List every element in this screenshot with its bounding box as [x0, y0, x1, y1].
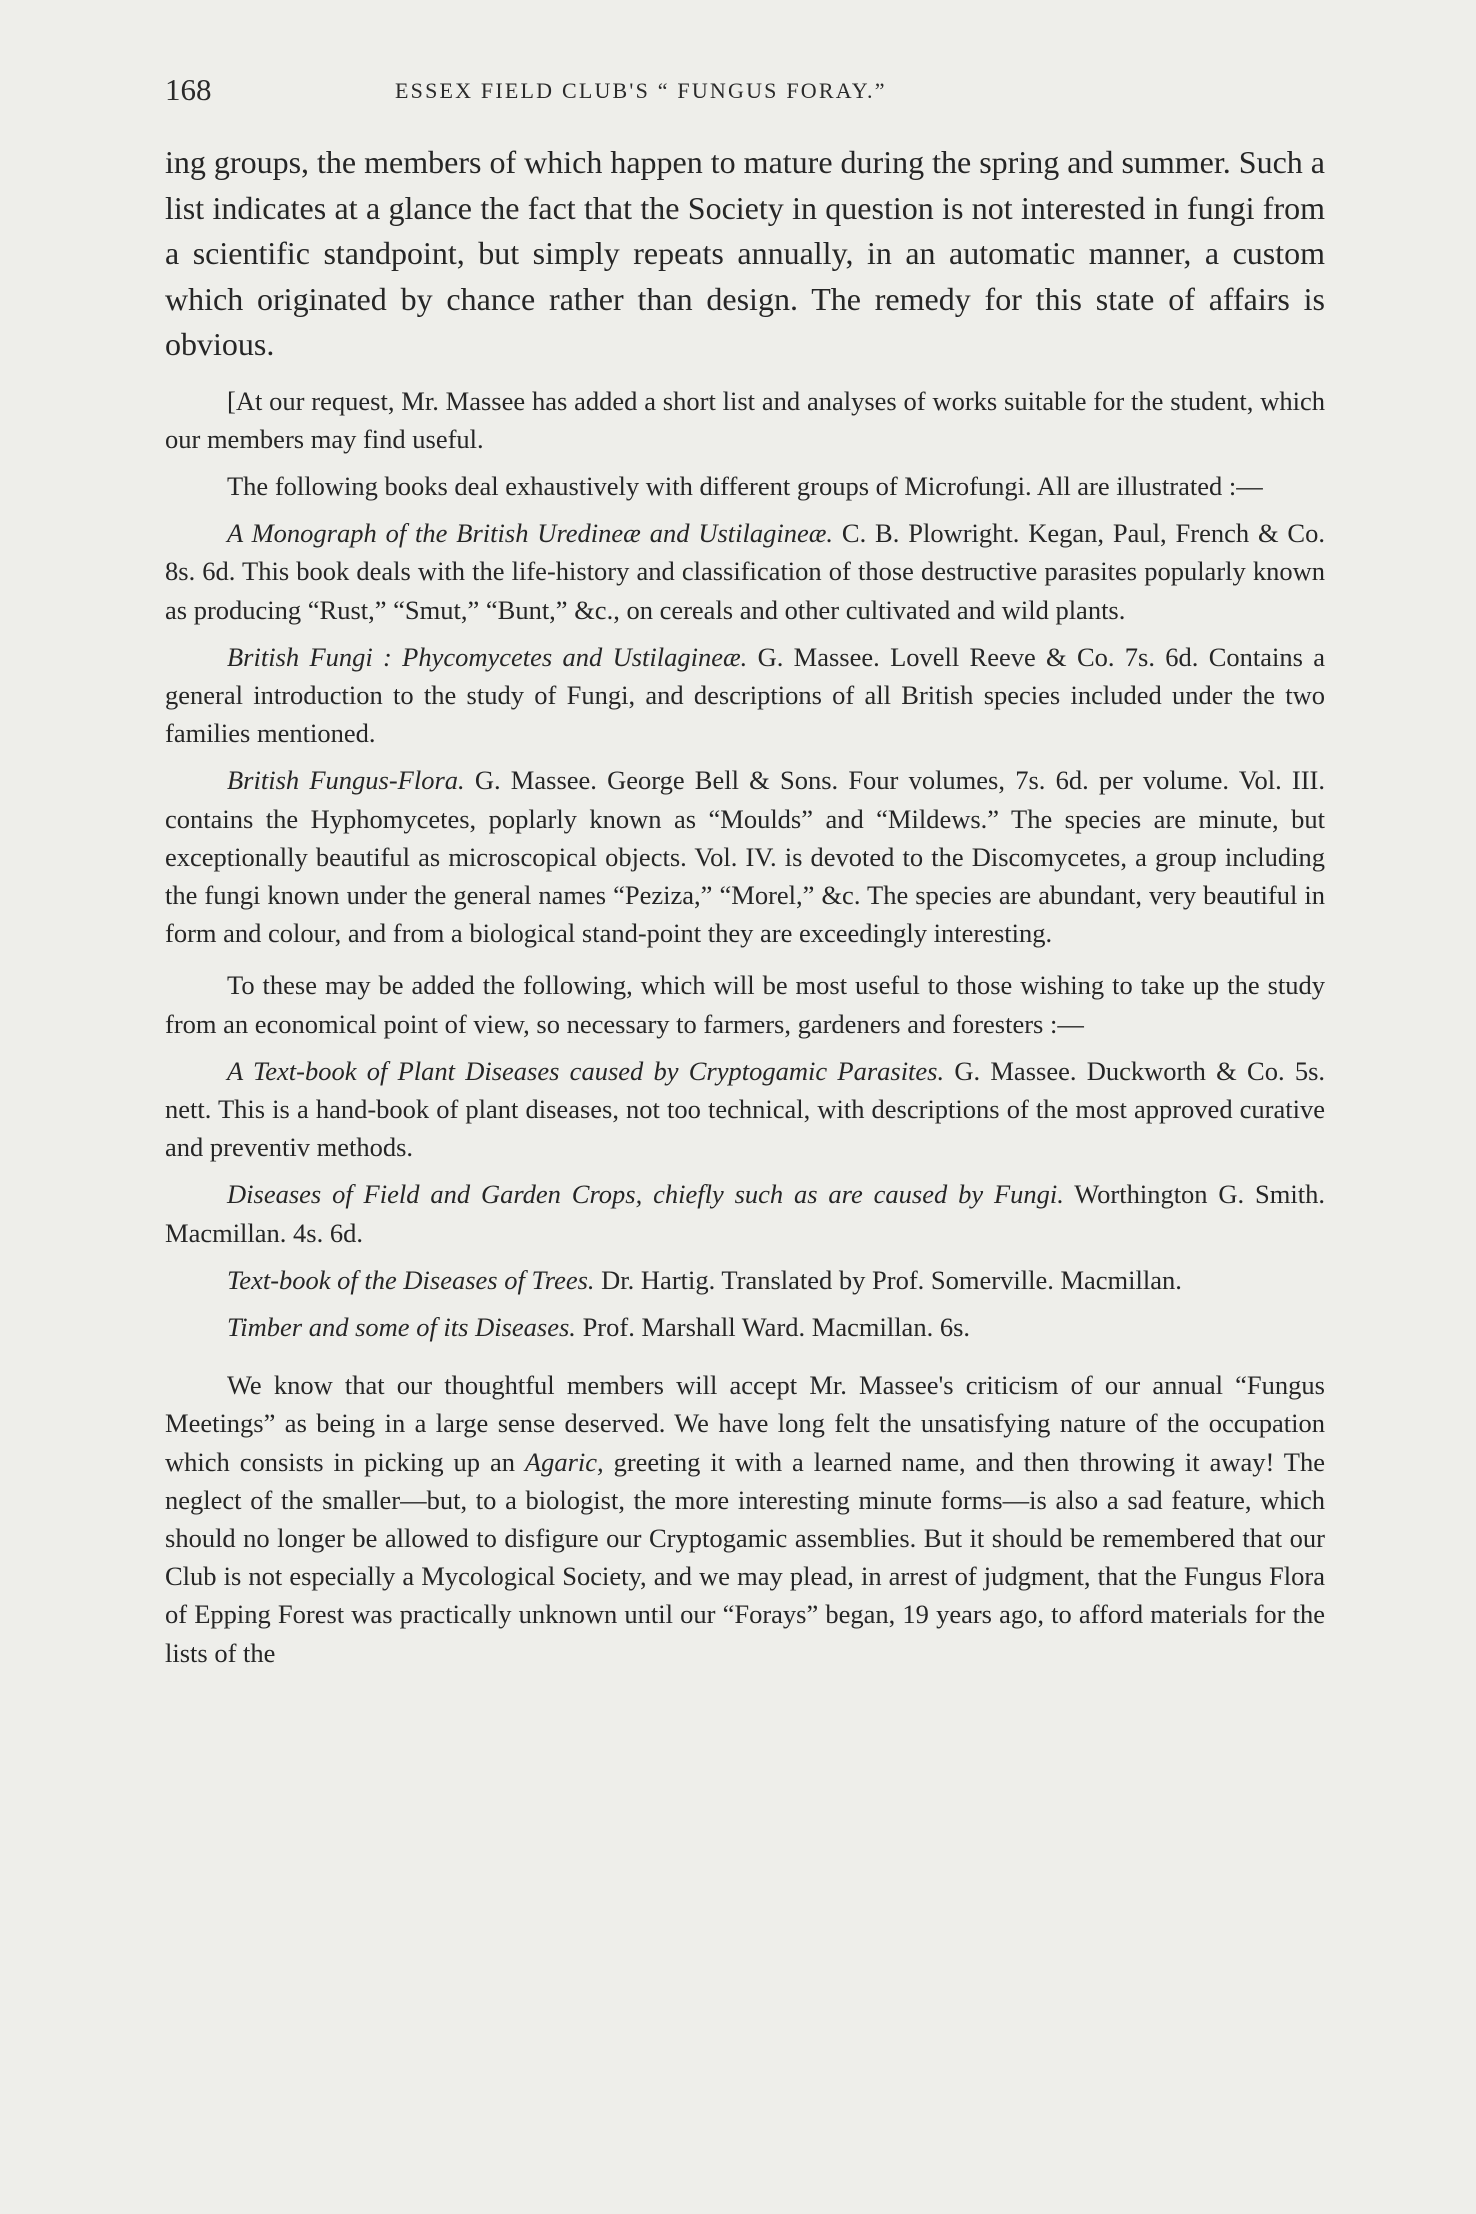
- page-number: 168: [165, 72, 212, 107]
- book-title: Timber and some of its Diseases.: [227, 1311, 576, 1342]
- running-head: ESSEX FIELD CLUB'S “ FUNGUS FORAY.”: [395, 78, 887, 103]
- economical-intro-paragraph: To these may be added the following, which will be most useful to those wishing to take up the study from an economical point of view, so necessary to farmers, gardeners and foresters :—: [165, 970, 1325, 1039]
- book-description: Prof. Marshall Ward. Macmillan. 6s.: [575, 1311, 971, 1342]
- closing-paragraph: [165, 1366, 1325, 1672]
- book-title: Diseases of Field and Garden Crops, chiefly such as are caused by Fungi.: [227, 1179, 1064, 1210]
- closing-text-start: We know that our thoughtful members will accept Mr. Massee's criticism of our annual “Fungus Meetings” as being in a large sense deserved. We have long felt the unsatisfying nature of the occupation which consists in picking up an: [165, 1370, 1325, 1477]
- book-description: Worthington G. Smith. Macmillan. 4s. 6d.: [165, 1179, 1325, 1248]
- book-entry-timber: [165, 1308, 1325, 1346]
- book-description: C. B. Plowright. Kegan, Paul, French & Co. 8s. 6d. This book deals with the life-history and classification of those destructive parasites popularly known as producing “Rust,” “Smut,” “Bunt,” &c., on cereals and other cultivated and wild plants.: [165, 518, 1325, 625]
- book-entry-crops: [165, 1175, 1325, 1251]
- page-header: [165, 72, 1330, 112]
- book-description: G. Massee. Lovell Reeve & Co. 7s. 6d. Contains a general introduction to the study of Fungi, and descriptions of all British species included under the two families mentioned.: [165, 641, 1326, 749]
- book-title: Text-book of the Diseases of Trees.: [227, 1264, 595, 1295]
- editor-note-paragraph: [At our request, Mr. Massee has added a short list and analyses of works suitable for the student, which our members may find useful.: [165, 385, 1325, 454]
- books-intro-paragraph: The following books deal exhaustively with different groups of Microfungi. All are illustrated :—: [227, 470, 1263, 501]
- book-title: British Fungi : Phycomycetes and Ustilagineæ.: [227, 641, 748, 672]
- book-description: Dr. Hartig. Translated by Prof. Somerville. Macmillan.: [594, 1264, 1182, 1295]
- book-entry-plowright: [165, 514, 1325, 629]
- agaric-term: Agaric,: [524, 1446, 604, 1477]
- book-description: G. Massee. Duckworth & Co. 5s. nett. This is a hand-book of plant diseases, not too technical, with descriptions of the most approved curative and preventiv methods.: [165, 1055, 1326, 1163]
- book-entry-fungus-flora: [165, 761, 1325, 952]
- book-entry-plant-diseases: [165, 1052, 1325, 1167]
- book-title: A Text-book of Plant Diseases caused by Cryptogamic Parasites.: [227, 1055, 945, 1086]
- book-description: G. Massee. George Bell & Sons. Four volumes, 7s. 6d. per volume. Vol. III. contains the Hyphomycetes, poplarly known as “Moulds” and “Mildews.” The species are minute, but exceptionally beautiful as microscopical objects. Vol. IV. is devoted to the Discomycetes, a group including the fungi known under the general names “Peziza,” “Morel,” &c. The species are abundant, very beautiful in form and colour, and from a biological stand-point they are exceedingly interesting.: [165, 765, 1325, 949]
- book-entry-trees: [165, 1261, 1325, 1299]
- body-text: [165, 140, 1325, 1672]
- book-entry-british-fungi: [165, 638, 1325, 753]
- closing-text-end: greeting it with a learned name, and then throwing it away! The neglect of the smaller—but, to a biologist, the more interesting minute forms—is also a sad feature, which should no longer be allowed to disfigure our Cryptogamic assemblies. But it should be remembered that our Club is not especially a Mycological Society, and we may plead, in arrest of judgment, that the Fungus Flora of Epping Forest was practically unknown until our “Forays” began, 19 years ago, to afford materials for the lists of the: [165, 1446, 1325, 1668]
- paragraph-continuation: ing groups, the members of which happen to mature during the spring and summer. Such a list indicates at a glance the fact that the Society in question is not interested in fungi from a scientific standpoint, but simply repeats annually, in an automatic manner, a custom which originated by chance rather than design. The remedy for this state of affairs is obvious.: [165, 144, 1325, 362]
- book-title: British Fungus-Flora.: [227, 765, 465, 796]
- book-title: A Monograph of the British Uredineæ and Ustilagineæ.: [227, 518, 834, 549]
